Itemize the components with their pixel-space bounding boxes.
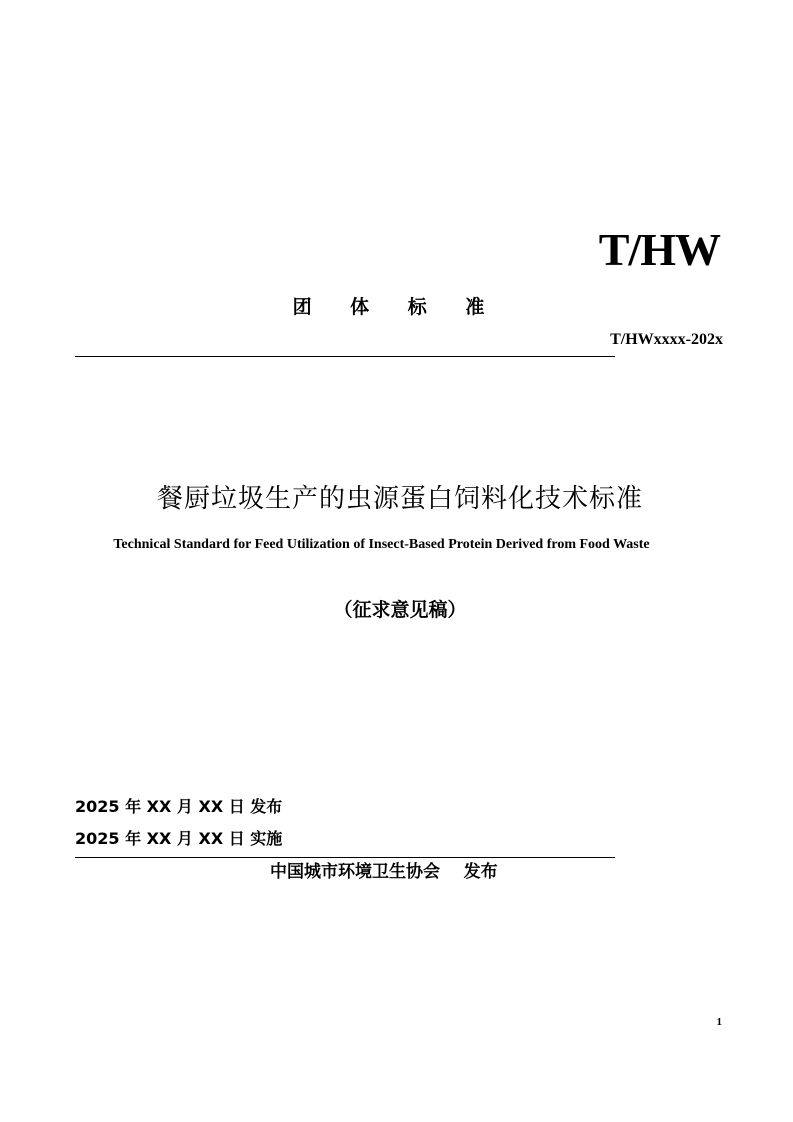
footer-divider <box>75 857 615 858</box>
header-divider <box>75 356 615 357</box>
document-title-chinese: 餐厨垃圾生产的虫源蛋白饲料化技术标准 <box>156 484 643 514</box>
standard-logo-text: T/HW <box>598 224 720 275</box>
publisher-line: 中国城市环境卫生协会 发布 <box>270 862 498 882</box>
standard-code: T/HWxxxx-202x <box>610 331 723 348</box>
standard-category: 团 体 标 准 <box>292 296 501 318</box>
document-title-english: Technical Standard for Feed Utilization of Insect-Based Protein Derived from Food Waste <box>113 537 650 552</box>
publish-date: 2025 年 XX 月 XX 日 发布 <box>75 797 283 816</box>
page-number: 1 <box>716 1016 722 1028</box>
implement-date: 2025 年 XX 月 XX 日 实施 <box>75 829 283 848</box>
draft-status: （征求意见稿） <box>333 599 467 621</box>
